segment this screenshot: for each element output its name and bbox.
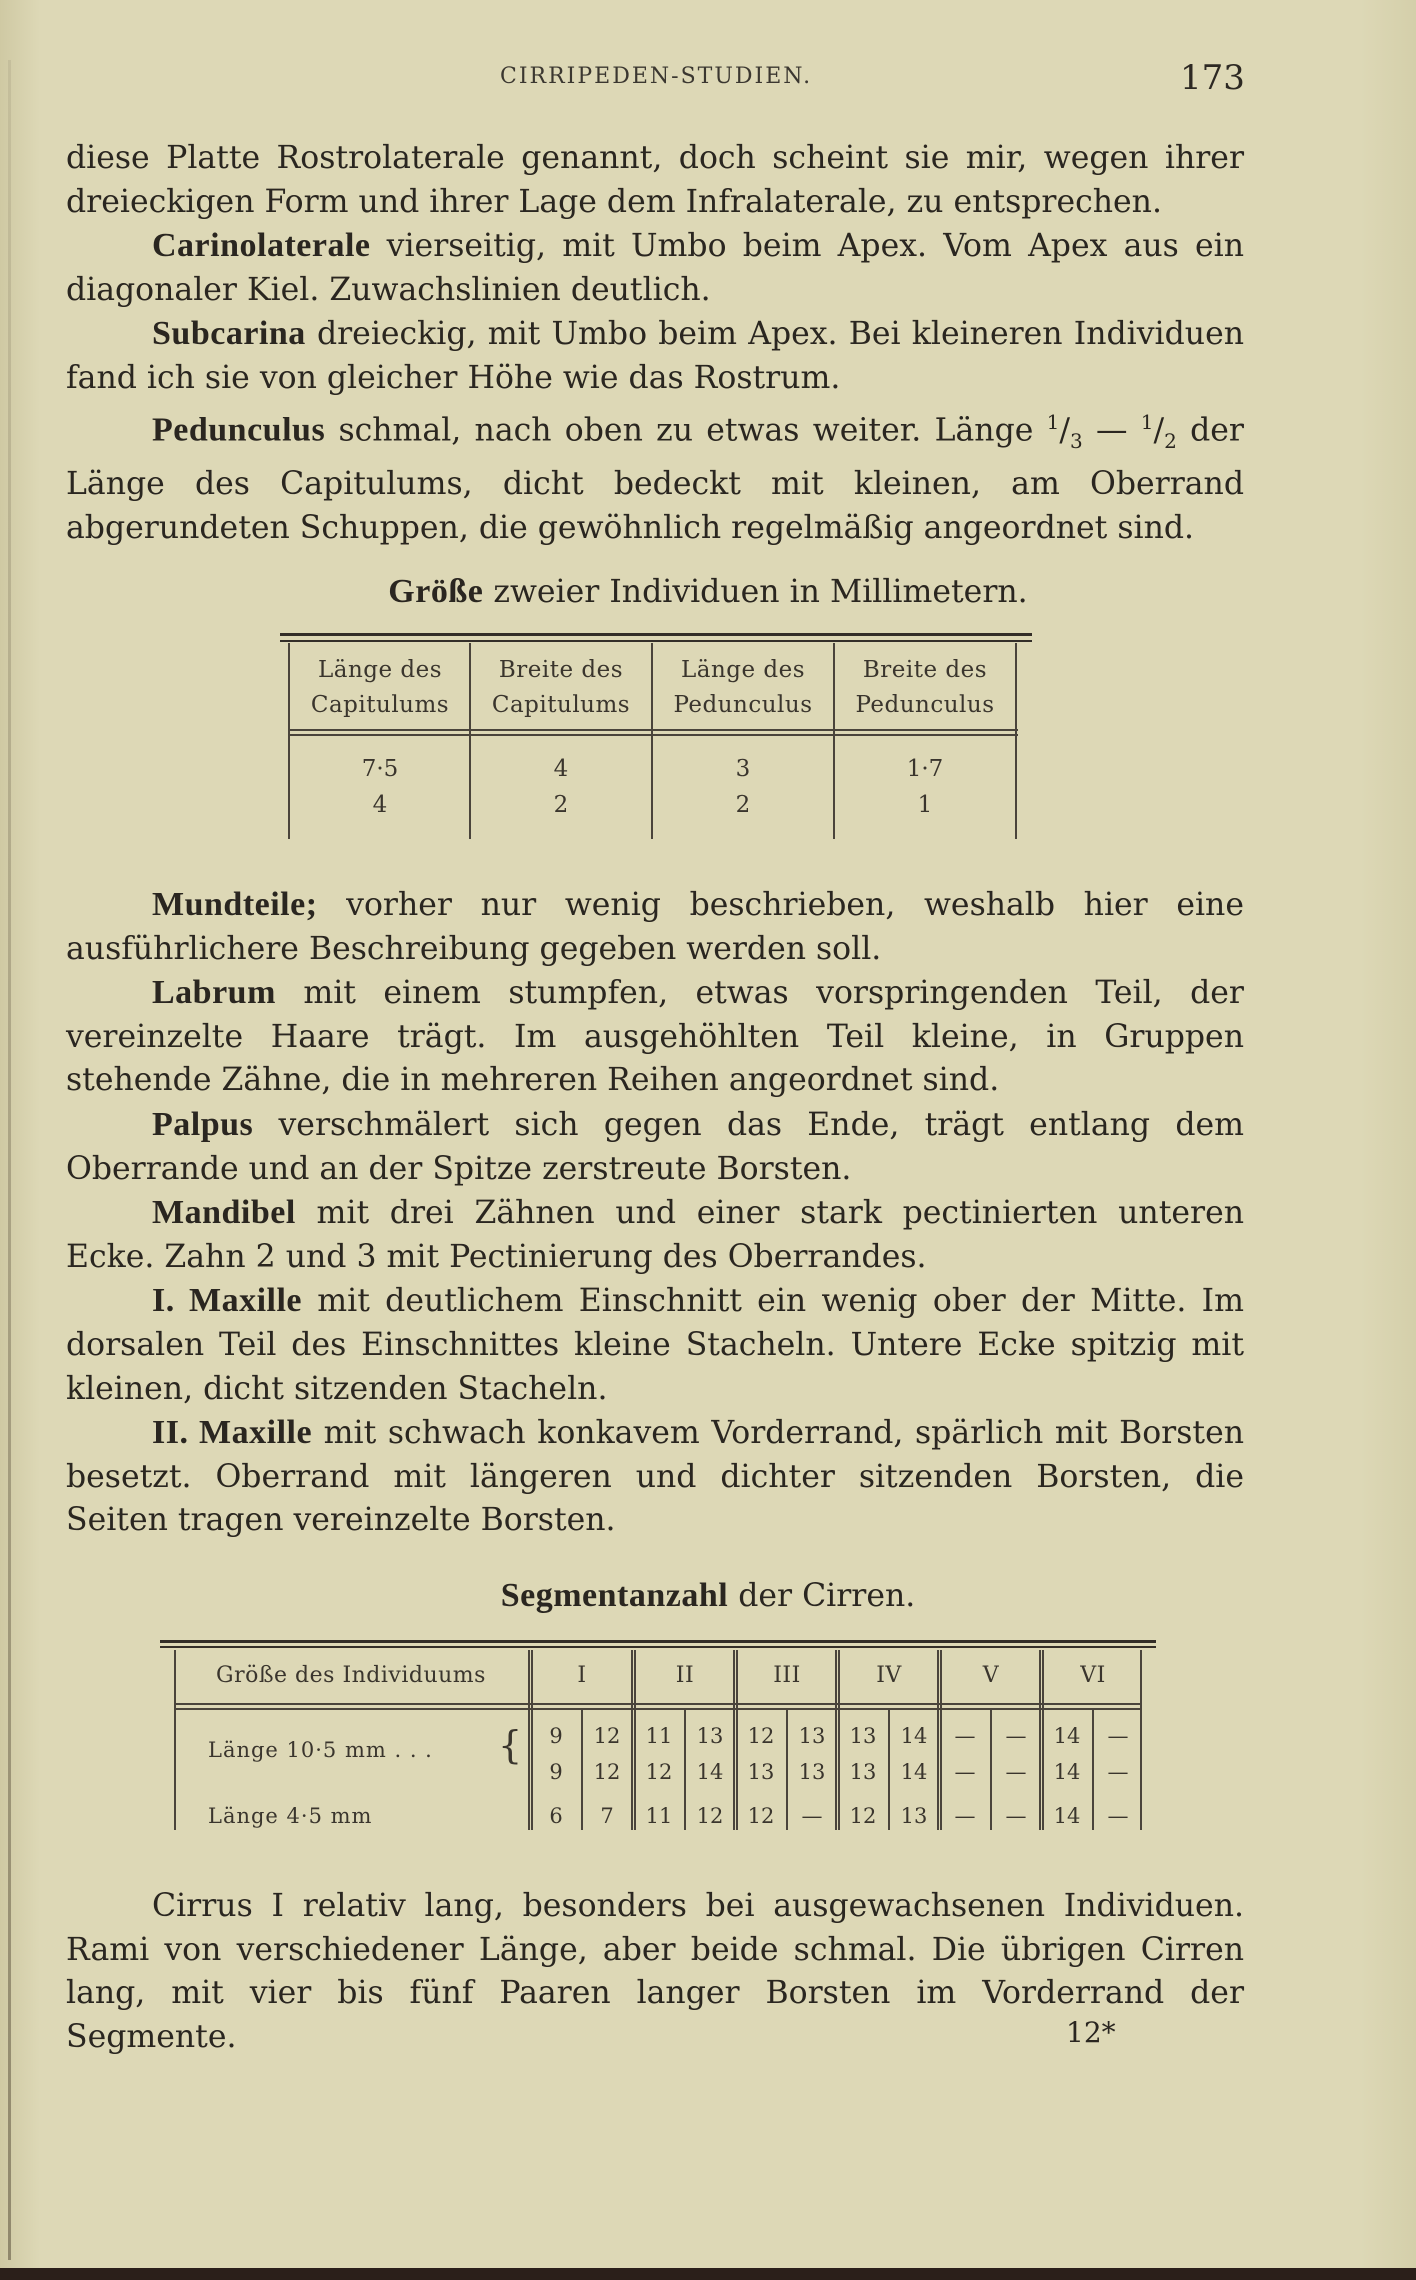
table-cell: 12 <box>593 1724 621 1748</box>
table-subdivider <box>581 1708 583 1830</box>
page-number: 173 <box>1180 58 1245 98</box>
caption-text: der Cirren. <box>728 1578 916 1614</box>
paragraph-text: Cirrus I relativ lang, besonders bei ausgewachsenen Individuen. Rami von verschiedener Länge, aber beide schmal. Die übrigen Cirren lang, mit vier bis fünf Paaren langer Borsten im Vorderrand der Segmente. <box>66 1888 1244 2055</box>
paragraph <box>66 1191 1244 1279</box>
fraction-denominator: 3 <box>1070 428 1083 453</box>
header-line: Pedunculus <box>673 692 813 718</box>
term-carinolaterale: Carinolaterale <box>152 227 371 265</box>
header-line: Pedunculus <box>855 692 995 718</box>
page-edge-shadow <box>8 60 11 2260</box>
table-subdivider <box>888 1708 890 1830</box>
header-line: Capitulums <box>491 692 631 718</box>
table-cell: 1 <box>917 792 933 818</box>
table-cell: 13 <box>696 1724 724 1748</box>
table-cell: 12 <box>747 1724 775 1748</box>
table-cell: 12 <box>849 1804 877 1828</box>
paragraph-text: vierseitig, mit Umbo beim Apex. Vom Apex aus ein diagonaler Kiel. Zuwachslinien deutlich. <box>66 228 1244 308</box>
brace: { <box>498 1723 523 1767</box>
paragraph-text: mit deutlichem Einschnitt ein wenig ober der Mitte. Im dorsalen Teil des Einschnittes kleine Stacheln. Untere Ecke spitzig mit kleinen, dicht sitzenden Stacheln. <box>66 1283 1244 1407</box>
table-subdivider <box>1092 1708 1094 1830</box>
table-header-cell: I <box>577 1663 587 1688</box>
table-cell: 13 <box>798 1724 826 1748</box>
header-line: Länge des <box>317 657 443 683</box>
table-cell: — <box>1005 1724 1027 1748</box>
table-cell: — <box>954 1760 976 1784</box>
table-rule <box>290 729 1018 731</box>
table-header-cell: IV <box>876 1663 902 1688</box>
table-cell: 2 <box>553 792 569 818</box>
table1-caption <box>0 570 1416 614</box>
caption-term: Segmentanzahl <box>500 1577 729 1614</box>
table-subdivider <box>786 1708 788 1830</box>
caption-term: Größe <box>388 573 484 610</box>
table-subdivider <box>990 1708 992 1830</box>
table-divider <box>1015 643 1017 839</box>
table-cell: 14 <box>1053 1760 1081 1784</box>
paragraph-text: mit drei Zähnen und einer stark pectinierten unteren Ecke. Zahn 2 und 3 mit Pectinierung des Oberrandes. <box>66 1195 1244 1275</box>
table-header-cell: Größe des Individuums <box>216 1663 486 1688</box>
paragraph <box>66 137 1244 224</box>
table-cell: — <box>1107 1804 1129 1828</box>
paragraph-text: dreieckig, mit Umbo beim Apex. Bei kleineren Individuen fand ich sie von gleicher Höhe wie das Rostrum. <box>66 316 1244 396</box>
fraction-numerator: 1 <box>1140 409 1154 434</box>
table-cell: 3 <box>735 756 751 782</box>
header-line: Länge des <box>680 657 806 683</box>
table-cell: 12 <box>747 1804 775 1828</box>
table-header-cell <box>835 653 1015 723</box>
table-cell: 13 <box>798 1760 826 1784</box>
table-cell: — <box>1107 1724 1129 1748</box>
table-cell: 11 <box>645 1804 673 1828</box>
paragraph <box>66 312 1244 400</box>
paragraph-text: verschmälert sich gegen das Ende, trägt entlang dem Oberrande und an der Spitze zerstreute Borsten. <box>66 1106 1244 1187</box>
table-cell: 7·5 <box>361 756 399 782</box>
term-maxille-2: II. Maxille <box>152 1414 313 1452</box>
dash: — <box>1082 412 1141 449</box>
fraction-denominator: 2 <box>1164 428 1177 453</box>
term-subcarina: Subcarina <box>152 315 306 353</box>
paragraph <box>66 224 1244 312</box>
table-header-cell <box>471 653 651 723</box>
term-palpus: Palpus <box>152 1105 254 1143</box>
paragraph <box>66 971 1244 1103</box>
table-header-cell: II <box>675 1663 695 1688</box>
segment-table <box>160 1640 1160 1840</box>
term-mundteile: Mundteile; <box>152 886 318 923</box>
table2-caption <box>0 1574 1416 1618</box>
table-header-cell <box>653 653 833 723</box>
term-labrum: Labrum <box>152 974 276 1012</box>
table-cell: — <box>1005 1804 1027 1828</box>
table-cell: 13 <box>900 1804 928 1828</box>
table-cell: 6 <box>549 1804 563 1828</box>
running-head: CIRRIPEDEN-STUDIEN. <box>500 64 813 89</box>
term-maxille-1: I. Maxille <box>152 1282 303 1320</box>
table-cell: 2 <box>735 792 751 818</box>
table-divider <box>528 1650 530 1830</box>
table-rule <box>280 633 1032 636</box>
table-cell: — <box>801 1804 823 1828</box>
paragraph-text: vorher nur wenig beschrieben, weshalb hier eine ausführlichere Beschreibung gegeben werden soll. <box>66 887 1244 967</box>
paragraph-text: mit einem stumpfen, etwas vorspringenden Teil, der vereinzelte Haare trägt. Im ausgehöhlten Teil kleine, in Gruppen stehende Zähne, die in mehreren Reihen angeordnet sind. <box>66 975 1244 1099</box>
table-cell: — <box>954 1804 976 1828</box>
table-cell: 14 <box>900 1724 928 1748</box>
signature-mark: 12* <box>1066 2016 1116 2049</box>
table-header-cell: III <box>773 1663 801 1688</box>
table-rule <box>160 1646 1156 1648</box>
paragraph: Pedunculus schmal, nach oben zu etwas weiter. Länge $^1/_3$ — $^1/_2$ der Länge des Capitulums, dicht bedeckt mit kleinen, am Oberrand abgerundeten Schuppen, die gewöhnlich regelmäßig angeordnet sind. <box>66 409 1244 546</box>
size-table <box>280 633 1032 839</box>
paragraph <box>66 1103 1244 1191</box>
table-cell: 14 <box>900 1760 928 1784</box>
table-cell: 7 <box>600 1804 614 1828</box>
paragraph <box>66 883 1244 971</box>
table-cell: 13 <box>747 1760 775 1784</box>
table-cell: 14 <box>1053 1804 1081 1828</box>
paragraph-text: schmal, nach oben zu etwas weiter. Länge <box>325 412 1047 449</box>
paragraph <box>66 1411 1244 1543</box>
text-block-top <box>66 137 1244 550</box>
table-rule <box>160 1640 1156 1643</box>
table-cell: 4 <box>372 792 388 818</box>
paragraph <box>66 1279 1244 1411</box>
table-cell: 14 <box>1053 1724 1081 1748</box>
table-rule <box>174 1703 1140 1705</box>
table-cell: 12 <box>593 1760 621 1784</box>
row-label: Länge 10·5 mm . . . <box>208 1738 433 1762</box>
table-cell: 12 <box>696 1804 724 1828</box>
table-cell: 13 <box>849 1760 877 1784</box>
table-cell: 9 <box>549 1724 563 1748</box>
table-cell: — <box>1005 1760 1027 1784</box>
table-subdivider <box>684 1708 686 1830</box>
table-cell: 13 <box>849 1724 877 1748</box>
fraction-numerator: 1 <box>1046 409 1060 434</box>
table-rule <box>280 640 1032 642</box>
text-block-middle <box>66 883 1244 1543</box>
term-pedunculus: Pedunculus <box>152 411 326 449</box>
table-divider <box>631 1650 633 1830</box>
table-cell: — <box>1107 1760 1129 1784</box>
paragraph-text: diese Platte Rostrolaterale genannt, doch scheint sie mir, wegen ihrer dreieckigen Form und ihrer Lage dem Infralaterale, zu entsprechen. <box>66 140 1244 220</box>
table-header-cell: VI <box>1080 1663 1106 1688</box>
page-bottom-edge <box>0 2268 1416 2280</box>
table-cell: 9 <box>549 1760 563 1784</box>
header-line: Breite des <box>862 657 988 683</box>
table-cell: 12 <box>645 1760 673 1784</box>
table-cell: — <box>954 1724 976 1748</box>
table-rule <box>290 734 1018 736</box>
paragraph-text: mit schwach konkavem Vorderrand, spärlich mit Borsten besetzt. Oberrand mit längeren und dichter sitzenden Borsten, die Seiten tragen vereinzelte Borsten. <box>66 1415 1244 1539</box>
paragraph-text: der Länge des Capitulums, dicht bedeckt mit kleinen, am Oberrand abgerundeten Schuppen, die gewöhnlich regelmäßig angeordnet sind. <box>66 412 1244 546</box>
table-cell: 4 <box>553 756 569 782</box>
page-header <box>0 58 1416 98</box>
term-mandibel: Mandibel <box>152 1194 296 1232</box>
table-cell: 14 <box>696 1760 724 1784</box>
table-rule <box>174 1708 1140 1710</box>
header-line: Breite des <box>498 657 624 683</box>
header-line: Capitulums <box>310 692 450 718</box>
table-cell: 1·7 <box>906 756 944 782</box>
table-header-cell: V <box>982 1663 1000 1688</box>
table-header-cell <box>290 653 470 723</box>
table-cell: 11 <box>645 1724 673 1748</box>
row-label: Länge 4·5 mm <box>208 1804 373 1828</box>
caption-text: zweier Individuen in Millimetern. <box>483 574 1028 610</box>
